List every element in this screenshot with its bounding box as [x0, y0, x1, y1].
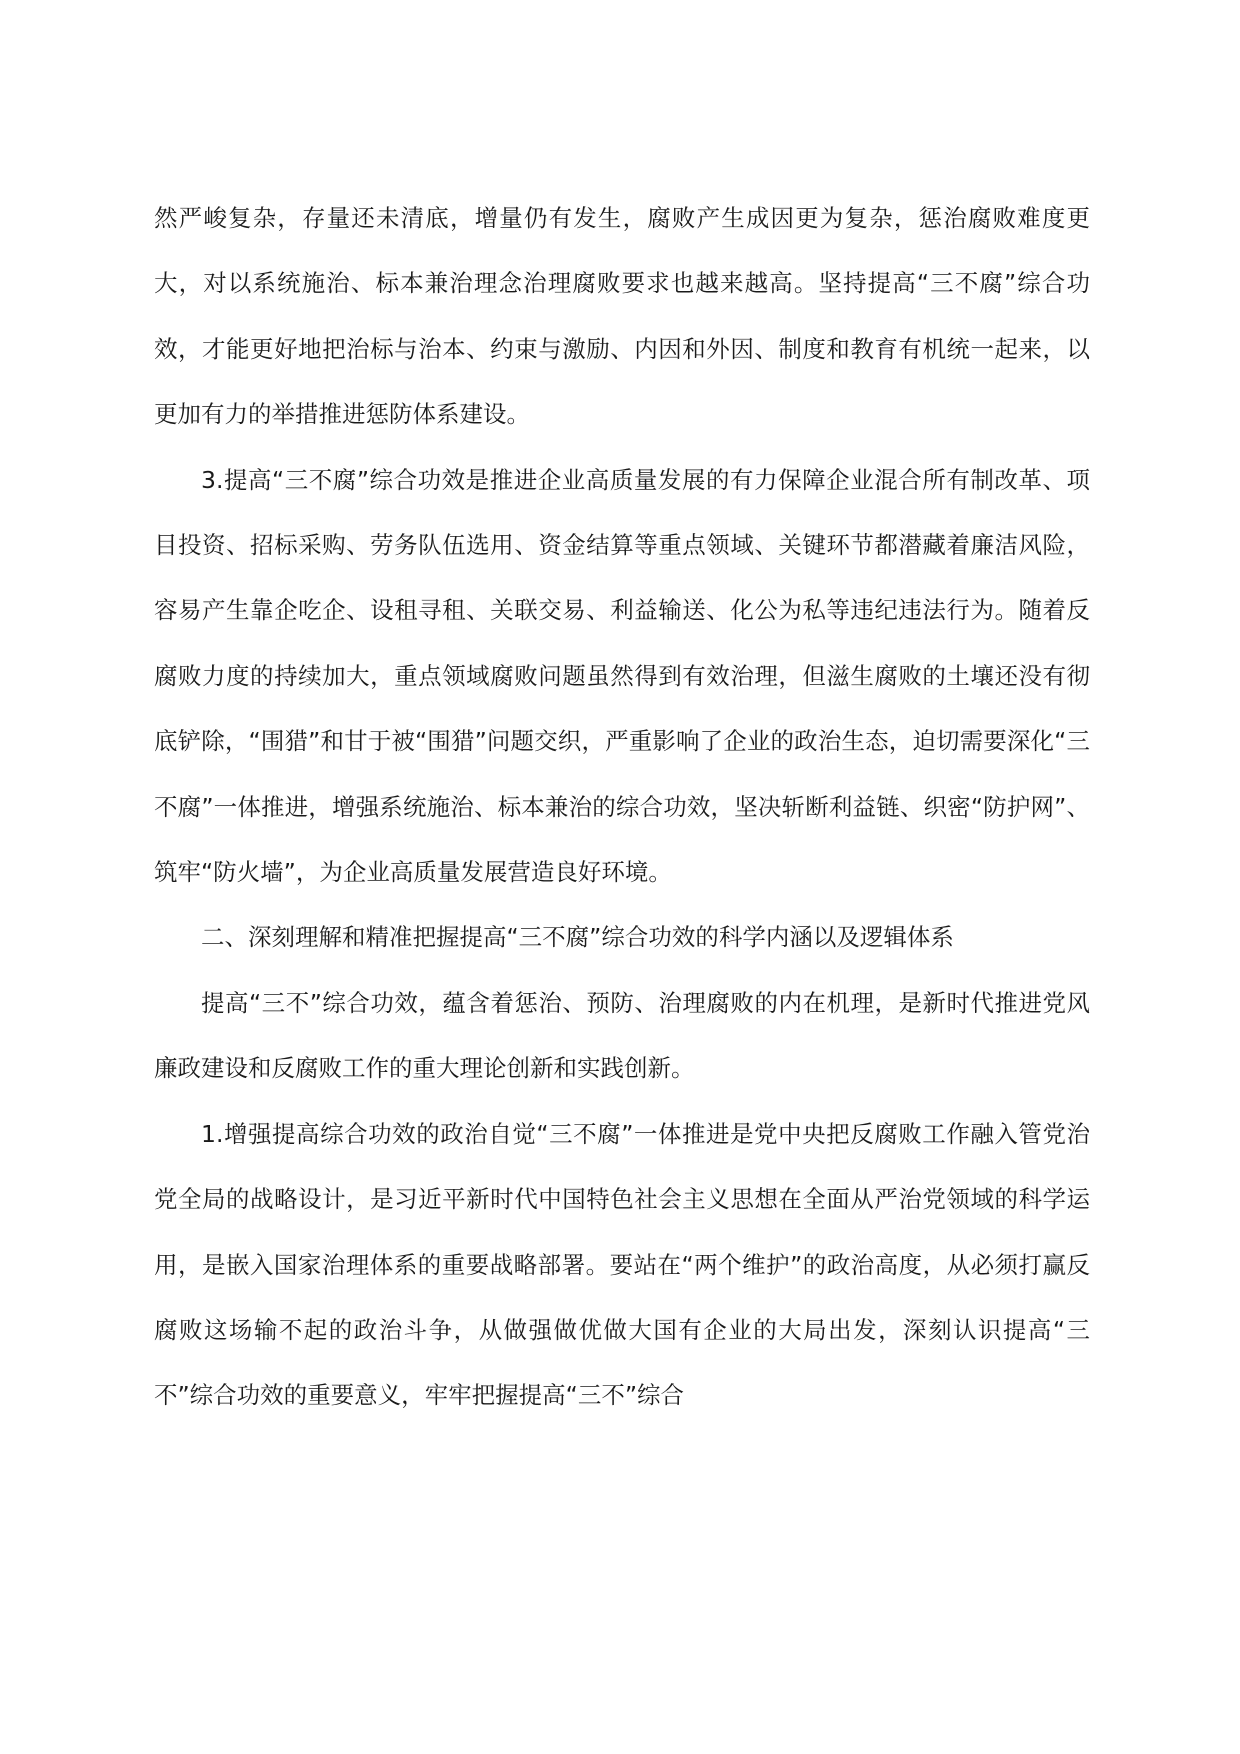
paragraph-continuation: 然严峻复杂，存量还未清底，增量仍有发生，腐败产生成因更为复杂，惩治腐败难度更大，对以系统施治、标本兼治理念治理腐败要求也越来越高。坚持提高“三不腐”综合功效，才能更好地把治标与治本、约束与激励、内因和外因、制度和教育有机统一起来，以更加有力的举措推进惩防体系建设。: [154, 204, 1090, 429]
section-heading-2: 二、深刻理解和精准把握提高“三不腐”综合功效的科学内涵以及逻辑体系: [201, 923, 954, 952]
document-body: [154, 186, 1090, 1429]
paragraph-item-3: 3.提高“三不腐”综合功效是推进企业高质量发展的有力保障企业混合所有制改革、项目投资、招标采购、劳务队伍选用、资金结算等重点领域、关键环节都潜藏着廉洁风险，容易产生靠企吃企、设租寻租、关联交易、利益输送、化公为私等违纪违法行为。随着反腐败力度的持续加大，重点领域腐败问题虽然得到有效治理，但滋生腐败的土壤还没有彻底铲除，“围猎”和甘于被“围猎”问题交织，严重影响了企业的政治生态，迫切需要深化“三不腐”一体推进，增强系统施治、标本兼治的综合功效，坚决斩断利益链、织密“防护网”、筑牢“防火墙”，为企业高质量发展营造良好环境。: [154, 465, 1090, 887]
paragraph-item-1: 1.增强提高综合功效的政治自觉“三不腐”一体推进是党中央把反腐败工作融入管党治党全局的战略设计，是习近平新时代中国特色社会主义思想在全面从严治党领域的科学运用，是嵌入国家治理体系的重要战略部署。要站在“两个维护”的政治高度，从必须打赢反腐败这场输不起的政治斗争，从做强做优做大国有企业的大局出发，深刻认识提高“三不”综合功效的重要意义，牢牢把握提高“三不”综合: [154, 1119, 1090, 1410]
paragraph-section-intro: 提高“三不”综合功效，蕴含着惩治、预防、治理腐败的内在机理，是新时代推进党风廉政建设和反腐败工作的重大理论创新和实践创新。: [154, 988, 1090, 1083]
